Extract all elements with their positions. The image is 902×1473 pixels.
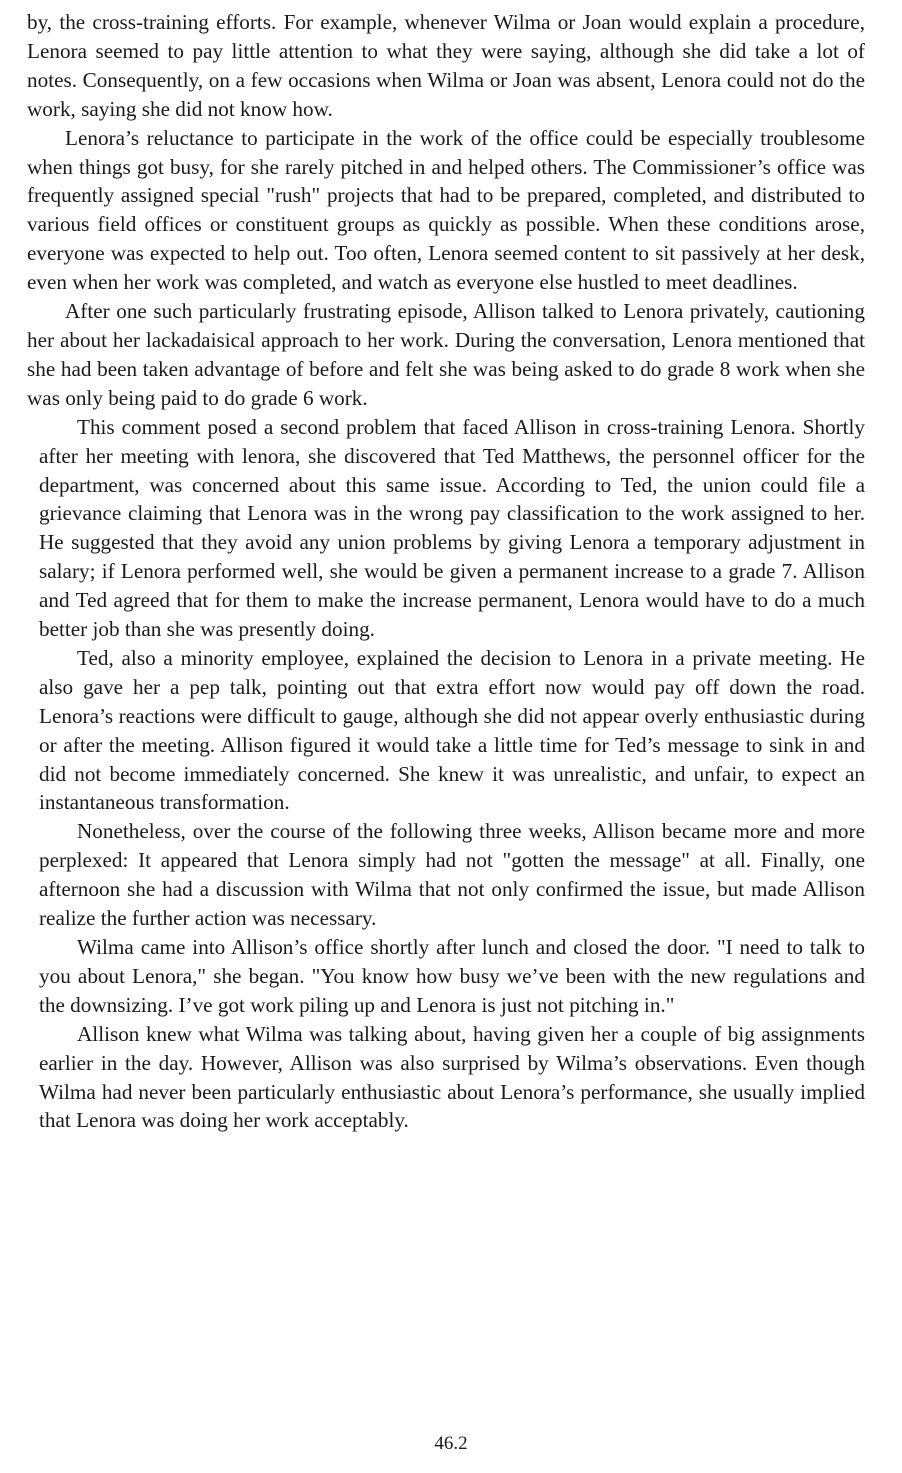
paragraph-3: After one such particularly frustrating episode, Allison talked to Lenora privately, cautioning her about her lackadaisical approach to her work. During the conversation, Lenora mentioned that she had been taken advantage of before and felt she was being asked to do grade 8 work when she was only being paid to do grade 6 work. [27, 299, 865, 410]
paragraph-7: Wilma came into Allison’s office shortly after lunch and closed the door. "I need to talk to you about Lenora," she began. "You know how busy we’ve been with the new regulations and the downsizing. I’ve got work piling up and Lenora is just not pitching in." [39, 935, 865, 1017]
paragraph-1: by, the cross-training efforts. For example, whenever Wilma or Joan would explain a procedure, Lenora seemed to pay little attention to what they were saying, although she did take a lot of notes. Consequently, on a few occasions when Wilma or Joan was absent, Lenora could not do the work, saying she did not know how. [27, 10, 865, 121]
document-page [27, 8, 865, 1135]
paragraph-2: Lenora’s reluctance to participate in the work of the office could be especially troublesome when things got busy, for she rarely pitched in and helped others. The Commissioner’s office was frequently assigned special "rush" projects that had to be prepared, completed, and distributed to various field offices or constituent groups as quickly as possible. When these conditions arose, everyone was expected to help out. Too often, Lenora seemed content to sit passively at her desk, even when her work was completed, and watch as everyone else hustled to meet deadlines. [27, 125, 865, 295]
paragraph-4: This comment posed a second problem that faced Allison in cross-training Lenora. Shortly after her meeting with lenora, she discovered that Ted Matthews, the personnel officer for the department, was concerned about this same issue. According to Ted, the union could file a grievance claiming that Lenora was in the wrong pay classification to the work assigned to her. He suggested that they avoid any union problems by giving Lenora a temporary adjustment in salary; if Lenora performed well, she would be given a permanent increase to a grade 7. Allison and Ted agreed that for them to make the increase permanent, Lenora would have to do a much better job than she was presently doing. [39, 414, 865, 642]
paragraph-6: Nonetheless, over the course of the following three weeks, Allison became more and more perplexed: It appeared that Lenora simply had not "gotten the message" at all. Finally, one afternoon she had a discussion with Wilma that not only confirmed the issue, but made Allison realize the further action was necessary. [39, 819, 865, 931]
paragraph-8: Allison knew what Wilma was talking about, having given her a couple of big assignments earlier in the day. However, Allison was also surprised by Wilma’s observations. Even though Wilma had never been particularly enthusiastic about Lenora’s performance, she usually implied that Lenora was doing her work acceptably. [39, 1021, 865, 1133]
page-number: 46.2 [434, 1433, 468, 1454]
paragraph-5: Ted, also a minority employee, explained the decision to Lenora in a private meeting. He also gave her a pep talk, pointing out that extra effort now would pay off down the road. Lenora’s reactions were difficult to gauge, although she did not appear overly enthusiastic during or after the meeting. Allison figured it would take a little time for Ted’s message to sink in and did not become immediately concerned. She knew it was unrealistic, and unfair, to expect an instantaneous transformation. [39, 645, 865, 815]
